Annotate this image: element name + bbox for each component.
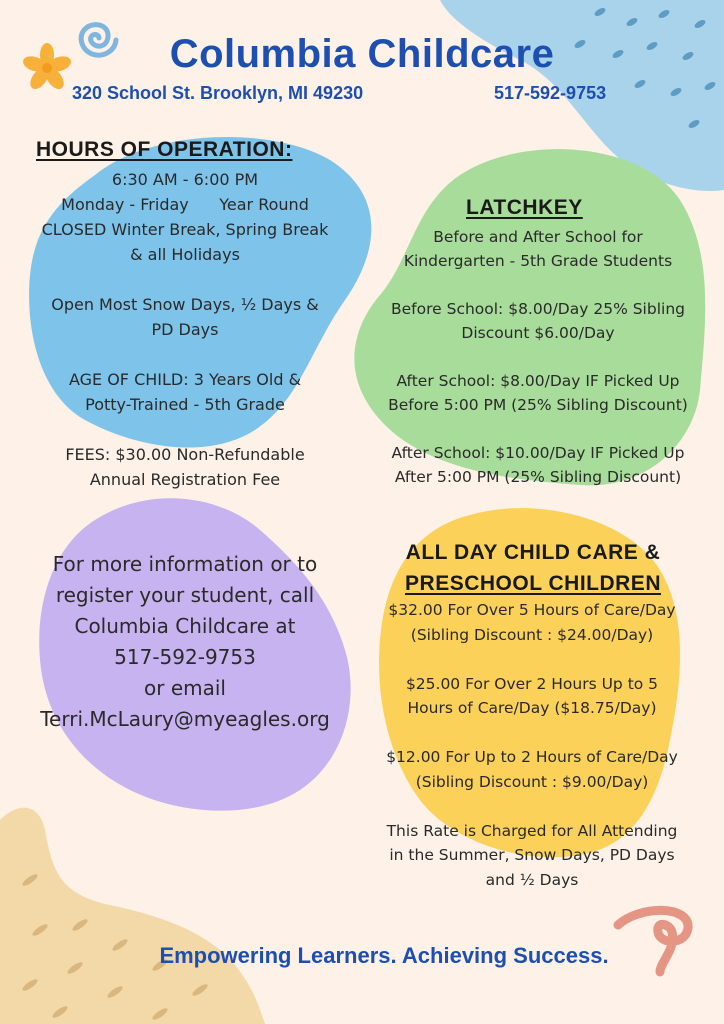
allday-heading [348, 537, 718, 599]
allday-line: This Rate is Charged for All Attending [386, 821, 678, 840]
hours-line: CLOSED Winter Break, Spring Break [41, 220, 329, 239]
latchkey-line: Before School: $8.00/Day 25% Sibling [391, 300, 685, 318]
address: 320 School St. Brooklyn, MI 49230 [72, 83, 364, 103]
hours-heading: HOURS OF OPERATION: [36, 138, 293, 161]
hours-line: Potty-Trained - 5th Grade [85, 395, 285, 414]
hours-line: Open Most Snow Days, ½ Days & [51, 295, 319, 314]
latchkey-line: Kindergarten - 5th Grade Students [403, 252, 673, 270]
allday-line: Hours of Care/Day ($18.75/Day) [407, 699, 657, 717]
hours-line: FEES: $30.00 Non-Refundable [65, 445, 305, 464]
info-line: For more information or to [52, 552, 318, 576]
phone-number: 517-592-9753 [494, 83, 607, 103]
allday-line: in the Summer, Snow Days, PD Days [389, 846, 675, 864]
page-title: Columbia Childcare [169, 32, 555, 76]
latchkey-line: Before and After School for [433, 228, 643, 246]
hours-line: Annual Registration Fee [89, 470, 281, 489]
allday-line: (Sibling Discount : $24.00/Day) [410, 625, 654, 644]
info-line: Columbia Childcare at [74, 614, 296, 638]
allday-line: and ½ Days [485, 870, 579, 889]
allday-heading-line2: PRESCHOOL CHILDREN [405, 572, 661, 595]
hours-line: & all Holidays [130, 245, 240, 264]
hours-line: PD Days [151, 320, 219, 339]
hours-line: AGE OF CHILD: 3 Years Old & [68, 370, 302, 389]
allday-line: $32.00 For Over 5 Hours of Care/Day [388, 601, 676, 619]
allday-heading-line1: ALL DAY CHILD CARE & [405, 541, 661, 564]
allday-line: $12.00 For Up to 2 Hours of Care/Day [386, 748, 678, 766]
corner-blob-bottom-left [0, 808, 265, 1024]
latchkey-section [358, 225, 718, 489]
allday-line: $25.00 For Over 2 Hours Up to 5 [405, 674, 659, 693]
latchkey-line: After School: $10.00/Day IF Picked Up [391, 444, 685, 462]
allday-section [352, 598, 712, 892]
tagline: Empowering Learners. Achieving Success. [159, 943, 609, 968]
info-line: register your student, call [55, 583, 315, 607]
info-email[interactable]: Terri.McLaury@myeagles.org [40, 707, 330, 731]
info-line: or email [144, 676, 226, 700]
hours-line: Monday - Friday Year Round [61, 195, 309, 214]
allday-line: (Sibling Discount : $9.00/Day) [415, 772, 649, 791]
latchkey-line: After School: $8.00/Day IF Picked Up [396, 372, 680, 390]
hours-section [18, 167, 352, 492]
hours-line: 6:30 AM - 6:00 PM [111, 170, 259, 189]
latchkey-line: After 5:00 PM (25% Sibling Discount) [394, 468, 682, 486]
latchkey-line: Before 5:00 PM (25% Sibling Discount) [388, 396, 688, 414]
latchkey-line: Discount $6.00/Day [461, 324, 615, 342]
contact-info [20, 549, 350, 735]
latchkey-heading: LATCHKEY [466, 196, 583, 219]
info-phone[interactable]: 517-592-9753 [114, 645, 256, 669]
